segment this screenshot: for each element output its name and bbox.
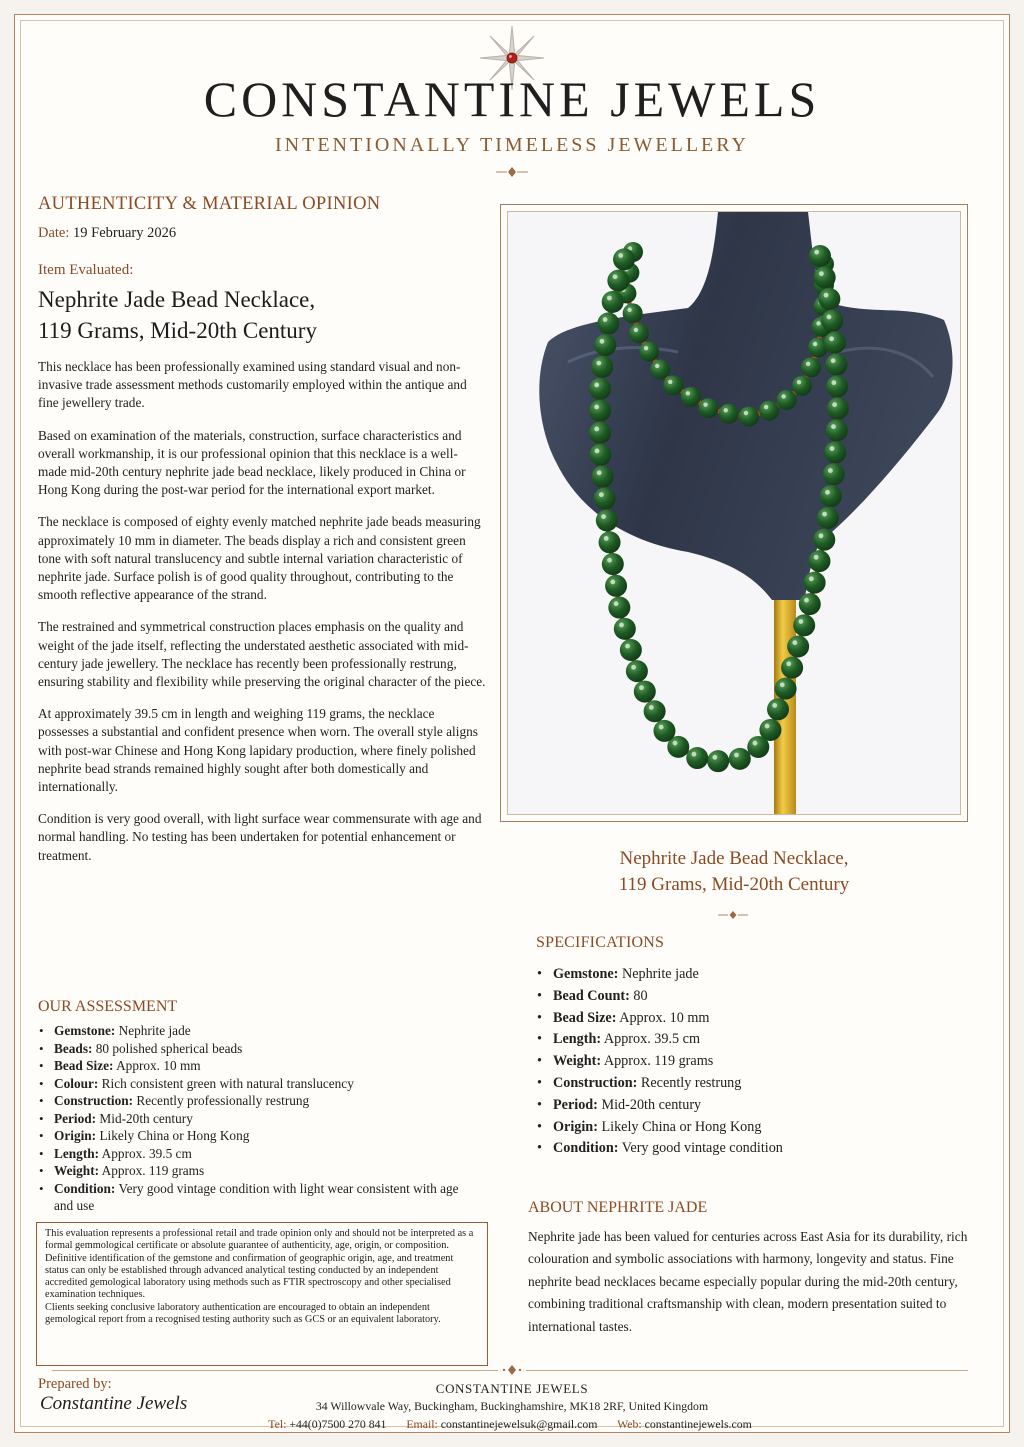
spec-value: Recently restrung [640, 1074, 742, 1091]
jade-bead [739, 407, 759, 427]
bead-highlight [594, 405, 599, 410]
jade-bead [589, 400, 611, 422]
assessment-item [38, 1022, 478, 1040]
jade-bead [799, 593, 821, 615]
spec-key: Length: [553, 1031, 602, 1048]
jade-bead [591, 356, 613, 378]
bead-highlight [814, 250, 819, 255]
disclaimer-paragraph: Definitive identification of the gemstone and confirmation of geographic origin, age, and treatment status can only be established through advanced analytical testing conducted by an independent accredited gemological laboratory using methods such as FTIR spectroscopy and other specialised examination techniques. [45, 1252, 454, 1301]
spec-value: Approx. 39.5 cm [603, 1031, 701, 1048]
bead-highlight [831, 380, 836, 385]
jade-bead [602, 553, 624, 575]
jade-bead [820, 485, 842, 507]
specifications-list [536, 964, 956, 1160]
assessment-item [38, 1162, 478, 1180]
opinion-paragraph: The restrained and symmetrical construction places emphasis on the quality and weight of the jade itself, reflecting the understated aesthetic associated with mid-century jade jewellery. The necklace has recently been professionally restrung, ensuring stability and flexibility while preserving the original character of the piece. [38, 619, 486, 690]
jade-bead [823, 463, 845, 485]
jade-bead [824, 441, 846, 463]
web-link[interactable]: constantinejewels.com [644, 1417, 752, 1431]
signature: Constantine Jewels [40, 1393, 188, 1414]
assessment-item [38, 1092, 478, 1110]
assessment-key: Period: [54, 1110, 97, 1126]
bead-highlight [692, 752, 697, 757]
jade-bead [634, 681, 656, 703]
jade-bead [781, 657, 803, 679]
jade-bead [594, 488, 616, 510]
opinion-date [38, 225, 486, 242]
item-evaluated-label: Item Evaluated: [38, 262, 134, 278]
jade-bead [759, 401, 779, 421]
bead-highlight [614, 601, 619, 606]
jade-bead [599, 531, 621, 553]
assessment-item [38, 1075, 478, 1093]
assessment-item [38, 1145, 478, 1163]
jade-bead [767, 698, 789, 720]
bead-highlight [607, 558, 612, 563]
spec-item [536, 986, 956, 1008]
assessment-key: Colour: [54, 1075, 99, 1091]
spec-key: Bead Count: [553, 987, 630, 1004]
jade-bead [623, 303, 643, 323]
necklace-photo [508, 212, 961, 815]
spec-item [536, 1073, 956, 1095]
jade-bead [607, 270, 629, 292]
assessment-item [38, 1040, 478, 1058]
bead-highlight [668, 380, 672, 384]
bead-highlight [712, 755, 717, 760]
bead-highlight [734, 753, 739, 758]
ornament-divider-icon [718, 910, 748, 920]
bead-highlight [816, 321, 820, 325]
assessment-value: Nephrite jade [118, 1023, 191, 1038]
about-text: Nephrite jade has been valued for centuries across East Asia for its durability, rich colouration and symbolic associations with harmony, longevity and status. Fine nephrite bead necklaces became especially popular during the mid-20th century, combining traditional craftsmanship with clean, modern presentation suited to international tastes. [528, 1229, 968, 1334]
jade-bead [827, 398, 849, 420]
caption-line-1: Nephrite Jade Bead Necklace, [619, 848, 849, 869]
jade-bead [719, 404, 739, 424]
bead-highlight [659, 725, 664, 730]
jade-bead [699, 398, 719, 418]
assessment-item [38, 1127, 478, 1145]
bead-highlight [809, 576, 814, 581]
jade-bead [824, 332, 846, 354]
bead-highlight [594, 427, 599, 432]
bead-highlight [744, 411, 748, 415]
jade-bead [681, 387, 701, 407]
spec-value: Nephrite jade [621, 966, 699, 982]
item-title-line-1: Nephrite Jade Bead Necklace, [38, 287, 316, 312]
spec-key: Origin: [553, 1118, 598, 1135]
bead-highlight [825, 490, 830, 495]
bead-highlight [673, 741, 678, 746]
opinion-paragraph: At approximately 39.5 cm in length and weighing 119 grams, the necklace possesses a substantial and confident presence when worn. The overall style aligns with post-war Chinese and Hong Kong lapidary production, where finely polished nephrite bead strands remained highly sought after both domestically and internationally. [38, 706, 478, 795]
bead-highlight [830, 446, 835, 451]
assessment-key: Weight: [54, 1163, 100, 1178]
jade-bead [817, 507, 839, 529]
jade-bead [650, 359, 670, 379]
bead-highlight [828, 468, 833, 473]
jade-bead [826, 419, 848, 441]
bead-highlight [613, 274, 618, 279]
spec-key: Construction: [553, 1074, 638, 1091]
spec-value: 80 [633, 987, 648, 1004]
jade-bead [825, 354, 847, 376]
item-title-line-2: 119 Grams, Mid-20th Century [38, 318, 317, 343]
assessment-value: Rich consistent green with natural translucency [101, 1075, 354, 1091]
disclaimer-box [36, 1222, 488, 1366]
assessment-value: Approx. 39.5 cm [101, 1145, 192, 1161]
tel-value[interactable]: +44(0)7500 270 841 [289, 1417, 387, 1431]
spec-item [536, 964, 956, 986]
date-label: Date: [38, 225, 70, 241]
bead-highlight [772, 703, 777, 708]
ornament-divider-icon [498, 1364, 526, 1376]
bead-highlight [594, 383, 599, 388]
bead-highlight [819, 271, 824, 276]
bead-highlight [610, 580, 615, 585]
assessment-key: Gemstone: [54, 1023, 116, 1038]
jade-bead [614, 618, 636, 640]
footer-address: 34 Willowvale Way, Buckingham, Buckinghamshire, MK18 2RF, United Kingdom [315, 1399, 709, 1413]
bead-highlight [798, 619, 803, 624]
ornament-divider-icon [496, 166, 528, 178]
assessment-item [38, 1180, 478, 1215]
email-link[interactable]: constantinejewelsuk@gmail.com [440, 1417, 598, 1431]
bead-highlight [724, 408, 728, 412]
spec-item [536, 1029, 956, 1051]
spec-key: Condition: [553, 1140, 619, 1157]
jade-bead [596, 509, 618, 531]
bead-highlight [597, 470, 602, 475]
assessment-title: OUR ASSESSMENT [38, 998, 178, 1015]
bead-highlight [649, 705, 654, 710]
spec-key: Gemstone: [553, 966, 619, 982]
jade-bead [729, 748, 751, 770]
jade-bead [602, 291, 624, 313]
bead-highlight [644, 346, 648, 350]
bead-highlight [686, 391, 690, 395]
bead-highlight [780, 682, 785, 687]
jade-bead [639, 342, 659, 362]
opinion-section-title: AUTHENTICITY & MATERIAL OPINION [38, 194, 381, 214]
date-value: 19 February 2026 [73, 225, 177, 241]
jade-bead [597, 312, 619, 334]
assessment-key: Origin: [54, 1128, 97, 1143]
web-label: Web: [617, 1417, 642, 1431]
jade-bead [629, 323, 649, 343]
assessment-value: Recently professionally restrung [136, 1093, 310, 1108]
spec-key: Weight: [553, 1053, 602, 1070]
assessment-key: Bead Size: [54, 1058, 114, 1073]
jade-bead [792, 376, 812, 396]
opinion-section [38, 194, 486, 865]
jade-bead [777, 390, 797, 410]
jade-bead [594, 334, 616, 356]
bead-highlight [655, 364, 659, 368]
bead-highlight [824, 293, 829, 298]
brand-tagline: INTENTIONALLY TIMELESS JEWELLERY [275, 134, 749, 156]
spec-value: Likely China or Hong Kong [601, 1118, 762, 1135]
jade-bead [814, 266, 836, 288]
bead-highlight [595, 449, 600, 454]
email-label: Email: [406, 1417, 438, 1431]
jade-bead [809, 245, 831, 267]
bead-highlight [625, 644, 630, 649]
assessment-value: Approx. 119 grams [101, 1163, 205, 1178]
about-title: ABOUT NEPHRITE JADE [528, 1199, 708, 1216]
bead-highlight [600, 339, 605, 344]
spec-value: Approx. 10 mm [619, 1009, 710, 1026]
assessment-key: Length: [54, 1145, 100, 1161]
bead-highlight [813, 342, 817, 346]
opinion-paragraph: This necklace has been professionally examined using standard visual and non-invasive trade assessment methods customarily employed within the antique and fine jewellery trade. [38, 359, 467, 411]
bead-highlight [753, 741, 758, 746]
assessment-list [38, 1022, 478, 1215]
spec-item [536, 1051, 956, 1073]
footer-company: CONSTANTINE JEWELS [435, 1381, 589, 1396]
bead-highlight [792, 640, 797, 645]
jade-bead [613, 248, 635, 270]
item-title [38, 284, 486, 346]
footer-contact [160, 1417, 860, 1432]
jade-bead [804, 572, 826, 594]
spec-item [536, 1117, 956, 1139]
bead-highlight [797, 380, 801, 384]
opinion-paragraph: The necklace is composed of eighty evenly matched nephrite jade beads measuring approximately 10 mm in diameter. The beads display a rich and consistent green tone with soft natural translucency and subtle internal variation characteristic of nephrite jade. Surface polish is of good quality throughout, contributing to the smooth reflective appearance of the strand. [38, 514, 481, 603]
disclaimer-paragraph: This evaluation represents a professional retail and trade opinion only and should not be interpreted as a formal gemmological certificate or absolute guarantee of authenticity, age, origin, or composition. [45, 1228, 474, 1252]
jade-bead [808, 550, 830, 572]
disclaimer-paragraph: Clients seeking conclusive laboratory authentication are encouraged to obtain an independent gemological report from a recognised testing authority such as GCS or an equivalent laboratory. [45, 1301, 441, 1326]
bead-highlight [639, 685, 644, 690]
jade-bead [644, 700, 666, 722]
bead-highlight [829, 336, 834, 341]
jade-bead [589, 422, 611, 444]
jade-bead [653, 720, 675, 742]
bead-highlight [596, 361, 601, 366]
spec-value: Mid-20th century [601, 1096, 702, 1113]
assessment-value: 80 polished spherical beads [95, 1040, 243, 1056]
assessment-item [38, 1110, 478, 1128]
jade-bead [707, 750, 729, 772]
assessment-item [38, 1057, 478, 1075]
product-photo-frame [500, 204, 968, 822]
opinion-paragraph: Condition is very good overall, with light surface wear commensurate with age and normal handling. No testing has been undertaken for potential enhancement or treatment. [38, 811, 482, 863]
assessment-value: Likely China or Hong Kong [99, 1128, 250, 1143]
bead-highlight [814, 555, 819, 560]
jade-bead [589, 378, 611, 400]
bead-highlight [764, 405, 768, 409]
bead-highlight [601, 514, 606, 519]
jade-bead [605, 575, 627, 597]
bead-highlight [765, 724, 770, 729]
spec-value: Approx. 119 grams [603, 1053, 714, 1070]
spec-key: Period: [553, 1096, 598, 1113]
bead-highlight [703, 402, 707, 406]
specifications-title: SPECIFICATIONS [536, 934, 665, 951]
spec-key: Bead Size: [553, 1009, 617, 1026]
bead-highlight [804, 598, 809, 603]
jade-bead [608, 597, 630, 619]
jade-bead [821, 310, 843, 332]
spec-item [536, 1095, 956, 1117]
bead-highlight [634, 328, 638, 332]
jade-bead [826, 376, 848, 398]
bead-highlight [786, 661, 791, 666]
bead-highlight [607, 296, 612, 301]
assessment-value: Mid-20th century [99, 1110, 193, 1126]
jade-bead [626, 660, 648, 682]
jade-bead [775, 678, 797, 700]
bead-highlight [827, 315, 832, 320]
bead-highlight [819, 533, 824, 538]
bead-highlight [604, 536, 609, 541]
bead-highlight [806, 362, 810, 366]
spec-value: Very good vintage condition [621, 1140, 783, 1157]
jade-bead [813, 529, 835, 551]
bead-highlight [619, 623, 624, 628]
bead-highlight [631, 665, 636, 670]
bead-highlight [831, 424, 836, 429]
jade-bead [591, 466, 613, 488]
opinion-paragraph: Based on examination of the materials, construction, surface characteristics and overall workmanship, it is our professional opinion that this necklace is a well-made mid-20th century nephrite jade bead necklace, likely produced in China or Hong Kong during the post-war period for the international export market. [38, 427, 466, 498]
jade-bead [801, 357, 821, 377]
assessment-value: Approx. 10 mm [116, 1058, 201, 1073]
jade-bead [663, 375, 683, 395]
bead-highlight [781, 394, 785, 398]
bead-highlight [603, 317, 608, 322]
assessment-key: Condition: [54, 1180, 116, 1196]
spec-item [536, 1008, 956, 1030]
assessment-value: Very good vintage condition with light wear consistent with age and use [54, 1180, 459, 1213]
jade-bead [793, 614, 815, 636]
bead-highlight [822, 512, 827, 517]
photo-caption [500, 846, 968, 898]
bead-highlight [831, 358, 836, 363]
bead-highlight [618, 253, 623, 258]
jade-bead [686, 747, 708, 769]
bead-highlight [832, 402, 837, 407]
spec-item [536, 1138, 956, 1160]
assessment-key: Beads: [54, 1040, 93, 1056]
bead-highlight [599, 492, 604, 497]
brand-name: CONSTANTINE JEWELS [203, 71, 821, 127]
jade-bead [589, 444, 611, 466]
prepared-by-label: Prepared by: [38, 1376, 112, 1392]
bead-highlight [627, 308, 631, 312]
jade-bead [620, 639, 642, 661]
jade-bead [747, 736, 769, 758]
assessment-key: Construction: [54, 1093, 134, 1108]
jade-bead [818, 288, 840, 310]
caption-line-2: 119 Grams, Mid-20th Century [618, 874, 850, 895]
tel-label: Tel: [268, 1417, 287, 1431]
jade-bead [787, 635, 809, 657]
